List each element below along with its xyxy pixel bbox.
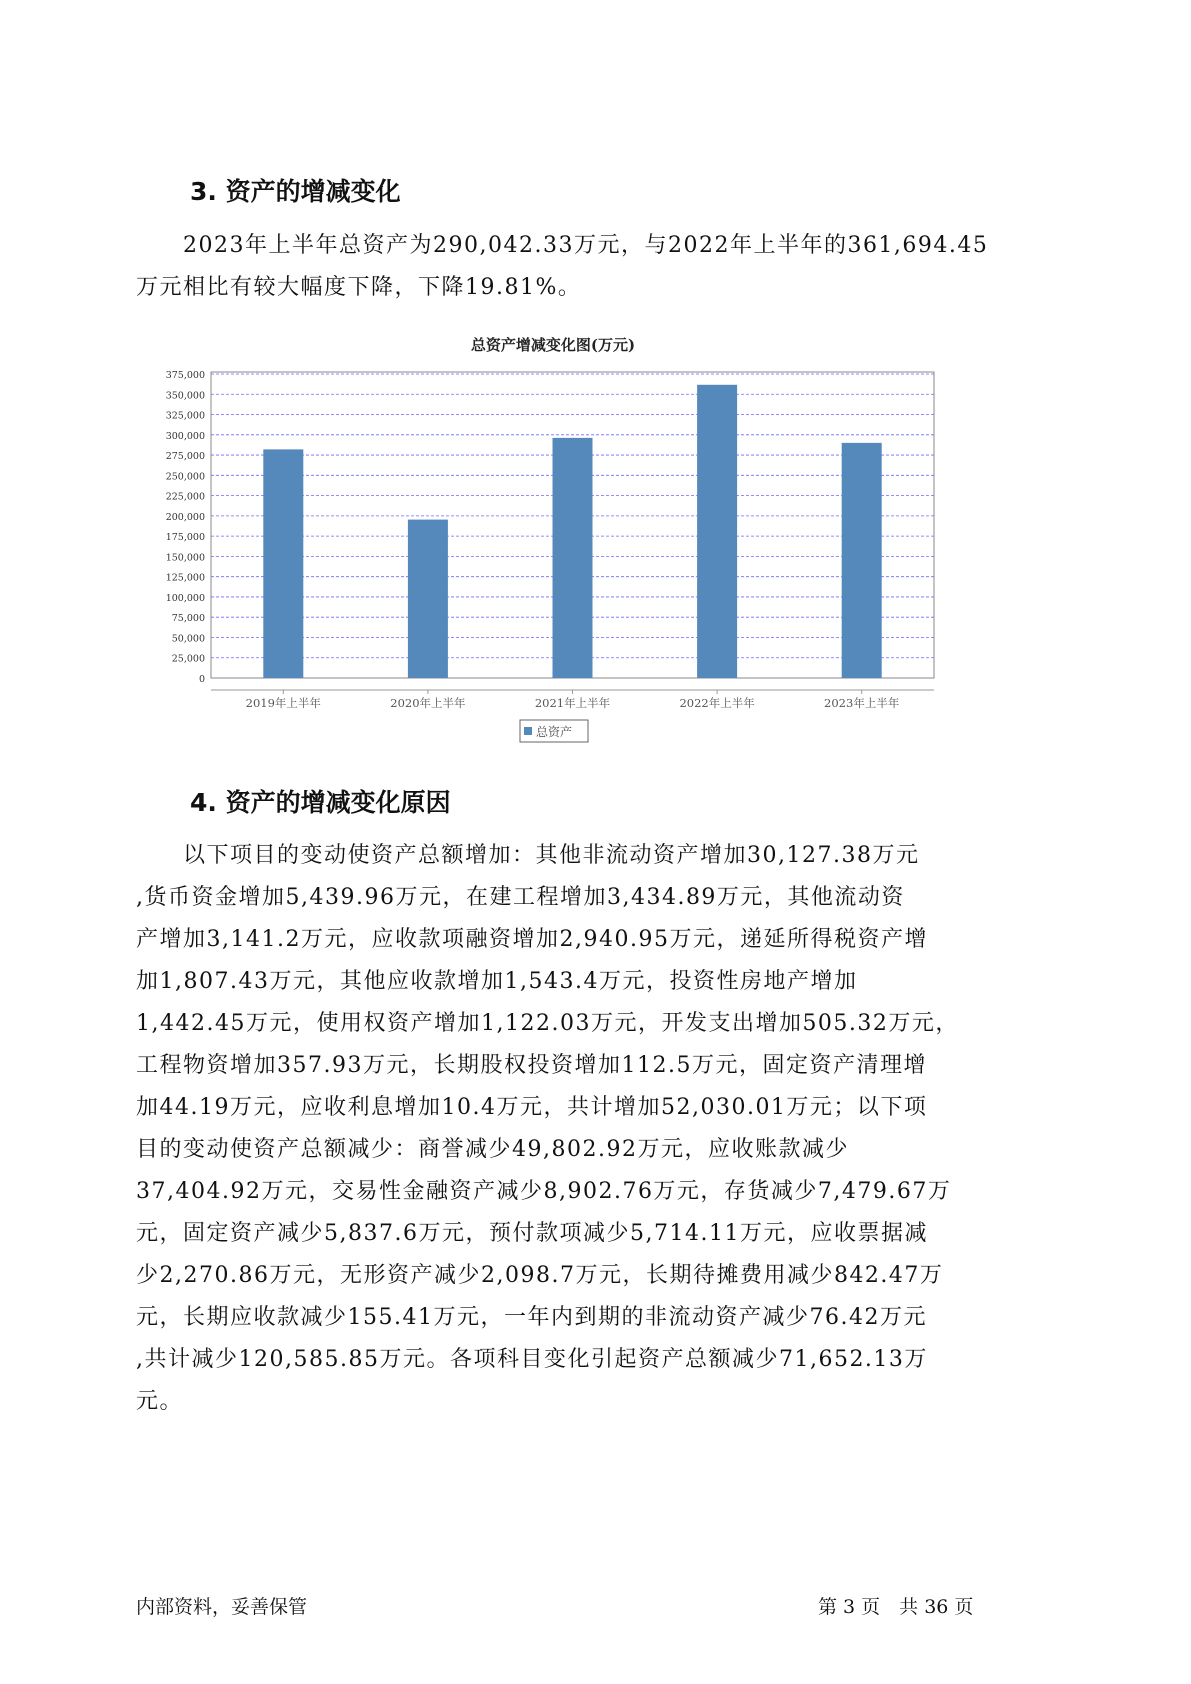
y-tick-label: 125,000 [165,572,205,584]
x-tick-label: 2021年上半年 [534,696,611,710]
text-line: 元，固定资产减少5,837.6万元，预付款项减少5,714.11万元，应收票据减 [136,1221,928,1246]
text-line: 1,442.45万元，使用权资产增加1,122.03万元，开发支出增加505.32万元， [136,1011,959,1036]
y-tick-label: 0 [198,674,205,685]
text-line: ,共计减少120,585.85万元。各项科目变化引起资产总额减少71,652.13万 [136,1347,928,1372]
y-tick-label: 100,000 [165,592,205,604]
footer-page-number: 第 3 页 共 36 页 [818,1596,974,1618]
chart-title: 总资产增减变化图(万元) [470,336,636,354]
y-tick-label: 350,000 [165,390,205,402]
x-tick-label: 2022年上半年 [679,696,755,710]
text-line: 产增加3,141.2万元，应收款项融资增加2,940.95万元，递延所得税资产增 [136,927,928,952]
legend-label: 总资产 [536,725,573,739]
x-tick-label: 2023年上半年 [824,696,900,710]
text-line: 目的变动使资产总额减少：商誉减少49,802.92万元，应收账款减少 [136,1137,849,1162]
y-tick-label: 50,000 [171,633,205,645]
text-line: 以下项目的变动使资产总额增加：其他非流动资产增加30,127.38万元 [136,843,920,868]
bar [842,443,882,678]
y-tick-label: 175,000 [165,532,205,544]
y-tick-label: 200,000 [165,511,205,523]
footer-confidential: 内部资料，妥善保管 [136,1596,308,1618]
section-3-heading: 3. 资产的增减变化 [190,177,401,206]
text-line: 2023年上半年总资产为290,042.33万元，与2022年上半年的361,694.45 [136,233,989,258]
text-line: 元，长期应收款减少155.41万元，一年内到期的非流动资产减少76.42万元 [136,1305,927,1330]
text-line: 万元相比有较大幅度下降，下降19.81%。 [136,275,582,300]
text-line: 工程物资增加357.93万元，长期股权投资增加112.5万元，固定资产清理增 [136,1053,927,1078]
y-tick-label: 225,000 [165,491,205,503]
text-line: 加44.19万元，应收利息增加10.4万元，共计增加52,030.01万元；以下项 [136,1095,928,1120]
y-tick-label: 275,000 [165,451,205,463]
x-tick-label: 2019年上半年 [245,696,321,710]
bar [408,520,448,678]
y-tick-label: 325,000 [165,410,205,422]
text-line: 元。 [136,1389,184,1414]
y-tick-label: 150,000 [165,552,205,564]
legend-swatch [524,727,532,735]
y-tick-label: 300,000 [165,430,205,442]
text-line: 加1,807.43万元，其他应收款增加1,543.4万元，投资性房地产增加 [136,969,858,994]
x-tick-label: 2020年上半年 [390,696,466,710]
text-line: 37,404.92万元，交易性金融资产减少8,902.76万元，存货减少7,479.67万 [136,1179,952,1204]
y-tick-label: 375,000 [165,370,205,381]
bar [263,449,303,678]
y-tick-label: 25,000 [171,653,205,665]
text-line: 少2,270.86万元，无形资产减少2,098.7万元，长期待摊费用减少842.47万 [136,1263,944,1288]
bar [553,438,593,678]
bar [697,385,737,678]
y-tick-label: 75,000 [171,613,205,625]
total-assets-chart [150,330,950,750]
section-4-heading: 4. 资产的增减变化原因 [190,788,451,817]
text-line: ,货币资金增加5,439.96万元，在建工程增加3,434.89万元，其他流动资 [136,885,905,910]
y-tick-label: 250,000 [165,471,205,483]
